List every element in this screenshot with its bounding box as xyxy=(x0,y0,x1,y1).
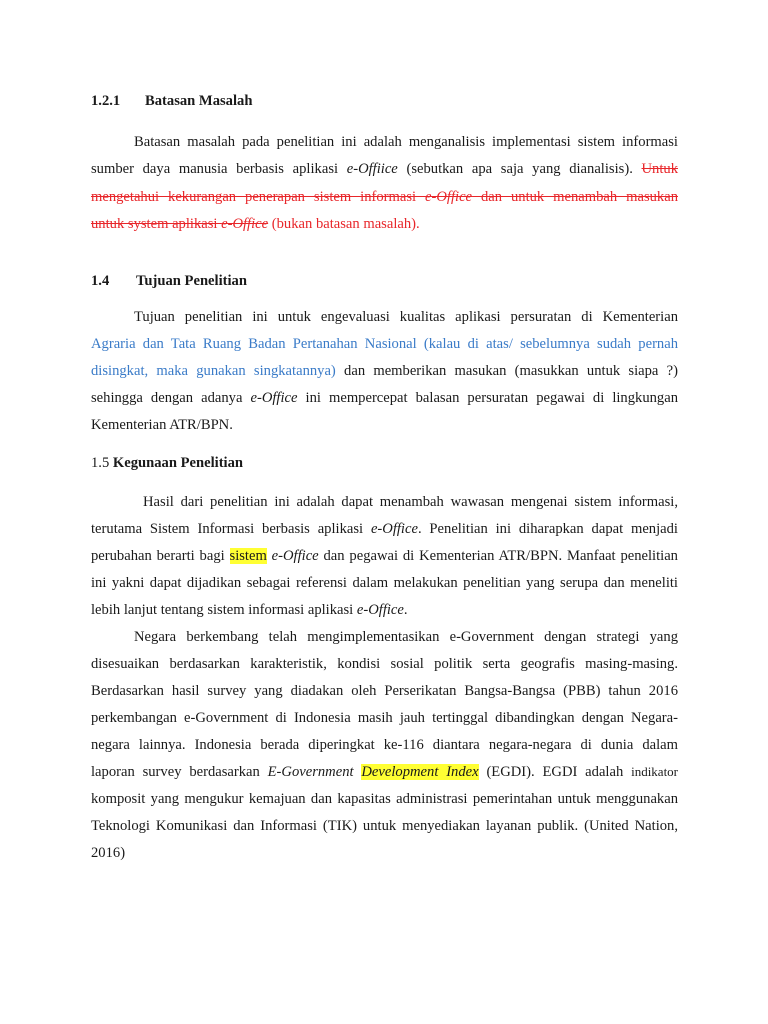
deleted-text-italic: e-Office xyxy=(221,216,269,232)
deleted-text-line xyxy=(91,188,678,206)
paragraph-line: negara lainnya. Indonesia berada diperingkat ke-116 diantara negara-negara di dunia dalam xyxy=(91,737,678,753)
italic-term: e-Offiice xyxy=(346,161,398,177)
text-run: (EGDI). EGDI adalah xyxy=(478,764,632,780)
text-run: dan memberikan masukan (masukkan untuk siapa ?) xyxy=(335,363,678,379)
section-heading-1-4 xyxy=(91,272,678,290)
paragraph-line: disesuaikan berdasarkan karakteristik, kondisi sosial politik serta geografis masing-masing. xyxy=(91,656,678,672)
paragraph-line: Batasan masalah pada penelitian ini adalah menganalisis implementasi sistem informasi xyxy=(134,134,678,150)
paragraph-line: Hasil dari penelitian ini adalah dapat menambah wawasan mengenai sistem informasi, xyxy=(143,494,678,510)
paragraph-line xyxy=(91,520,678,538)
italic-term: E-Government xyxy=(267,764,354,780)
paragraph-line xyxy=(91,763,678,781)
section-number: 1.2.1 xyxy=(91,93,121,109)
paragraph-line: perkembangan e-Government di Indonesia masih jauh tertinggal dibandingkan dengan Negara- xyxy=(91,710,678,726)
section-number: 1.5 xyxy=(91,455,113,471)
paragraph-line xyxy=(91,215,678,233)
text-run: sumber daya manusia berbasis aplikasi xyxy=(91,161,347,177)
italic-term: e-Office xyxy=(425,189,473,205)
italic-term: e-Office xyxy=(250,390,298,406)
paragraph-line: Berdasarkan hasil survey yang diadakan oleh Perserikatan Bangsa-Bangsa (PBB) tahun 2016 xyxy=(91,683,678,699)
text-run: . xyxy=(403,602,408,618)
deleted-text: untuk system aplikasi xyxy=(91,216,222,232)
text-run: indikator xyxy=(631,764,679,779)
paragraph-line xyxy=(91,160,678,178)
paragraph-line xyxy=(91,362,678,380)
text-run: ini mempercepat balasan persuratan pegawai di lingkungan xyxy=(297,390,678,406)
section-heading-1-5 xyxy=(91,454,678,472)
text-run: (sebutkan apa saja yang dianalisis). xyxy=(397,161,642,177)
section-number: 1.4 xyxy=(91,273,110,289)
paragraph-line xyxy=(91,389,678,407)
section-heading-1-2-1 xyxy=(91,92,678,110)
italic-term: e-Office xyxy=(271,548,319,564)
paragraph-line: Negara berkembang telah mengimplementasikan e-Government dengan strategi yang xyxy=(134,629,678,645)
text-run: sehingga dengan adanya xyxy=(91,390,251,406)
text-run: . Penelitian ini diharapkan dapat menjadi xyxy=(417,521,678,537)
section-title: Batasan Masalah xyxy=(145,93,253,109)
paragraph-line: Tujuan penelitian ini untuk engevaluasi kualitas aplikasi persuratan di Kementerian xyxy=(134,309,678,325)
text-run: mengetahui kekurangan penerapan sistem informasi xyxy=(91,189,426,205)
italic-term: e-Office xyxy=(370,521,418,537)
reviewer-comment: disingkat, maka gunakan singkatannya) xyxy=(91,363,336,379)
text-run: lebih lanjut tentang sistem informasi aplikasi xyxy=(91,602,357,618)
paragraph-line: Kementerian ATR/BPN. xyxy=(91,417,233,433)
paragraph-line xyxy=(91,547,678,565)
text-run: perubahan berarti bagi xyxy=(91,548,230,564)
text-run: dan pegawai di Kementerian ATR/BPN. Manfaat penelitian xyxy=(318,548,678,564)
highlighted-text: Development Index xyxy=(361,764,479,780)
highlighted-text: sistem xyxy=(229,548,267,564)
reviewer-comment-line: Agraria dan Tata Ruang Badan Pertanahan Nasional (kalau di atas/ sebelumnya sudah pernah xyxy=(91,336,678,352)
text-run: dan untuk menambah masukan xyxy=(472,189,678,205)
deleted-text: Untuk xyxy=(641,161,678,177)
paragraph-line: ini yakni dapat dijadikan sebagai referensi dalam melakukan penelitian yang serupa dan meneliti xyxy=(91,575,678,591)
paragraph-line: Teknologi Komunikasi dan Informasi (TIK) untuk menyediakan layanan publik. (United Nation, xyxy=(91,818,678,834)
section-title: Kegunaan Penelitian xyxy=(112,455,244,471)
paragraph-line: 2016) xyxy=(91,845,126,861)
paragraph-line: komposit yang mengukur kemajuan dan kapasitas administrasi pemerintahan untuk menggunakan xyxy=(91,791,678,807)
reviewer-comment: (bukan batasan masalah). xyxy=(268,216,420,232)
paragraph-line xyxy=(91,601,678,619)
italic-term: e-Office xyxy=(356,602,404,618)
section-title: Tujuan Penelitian xyxy=(136,273,247,289)
text-run: laporan survey berdasarkan xyxy=(91,764,268,780)
text-run: terutama Sistem Informasi berbasis aplikasi xyxy=(91,521,371,537)
